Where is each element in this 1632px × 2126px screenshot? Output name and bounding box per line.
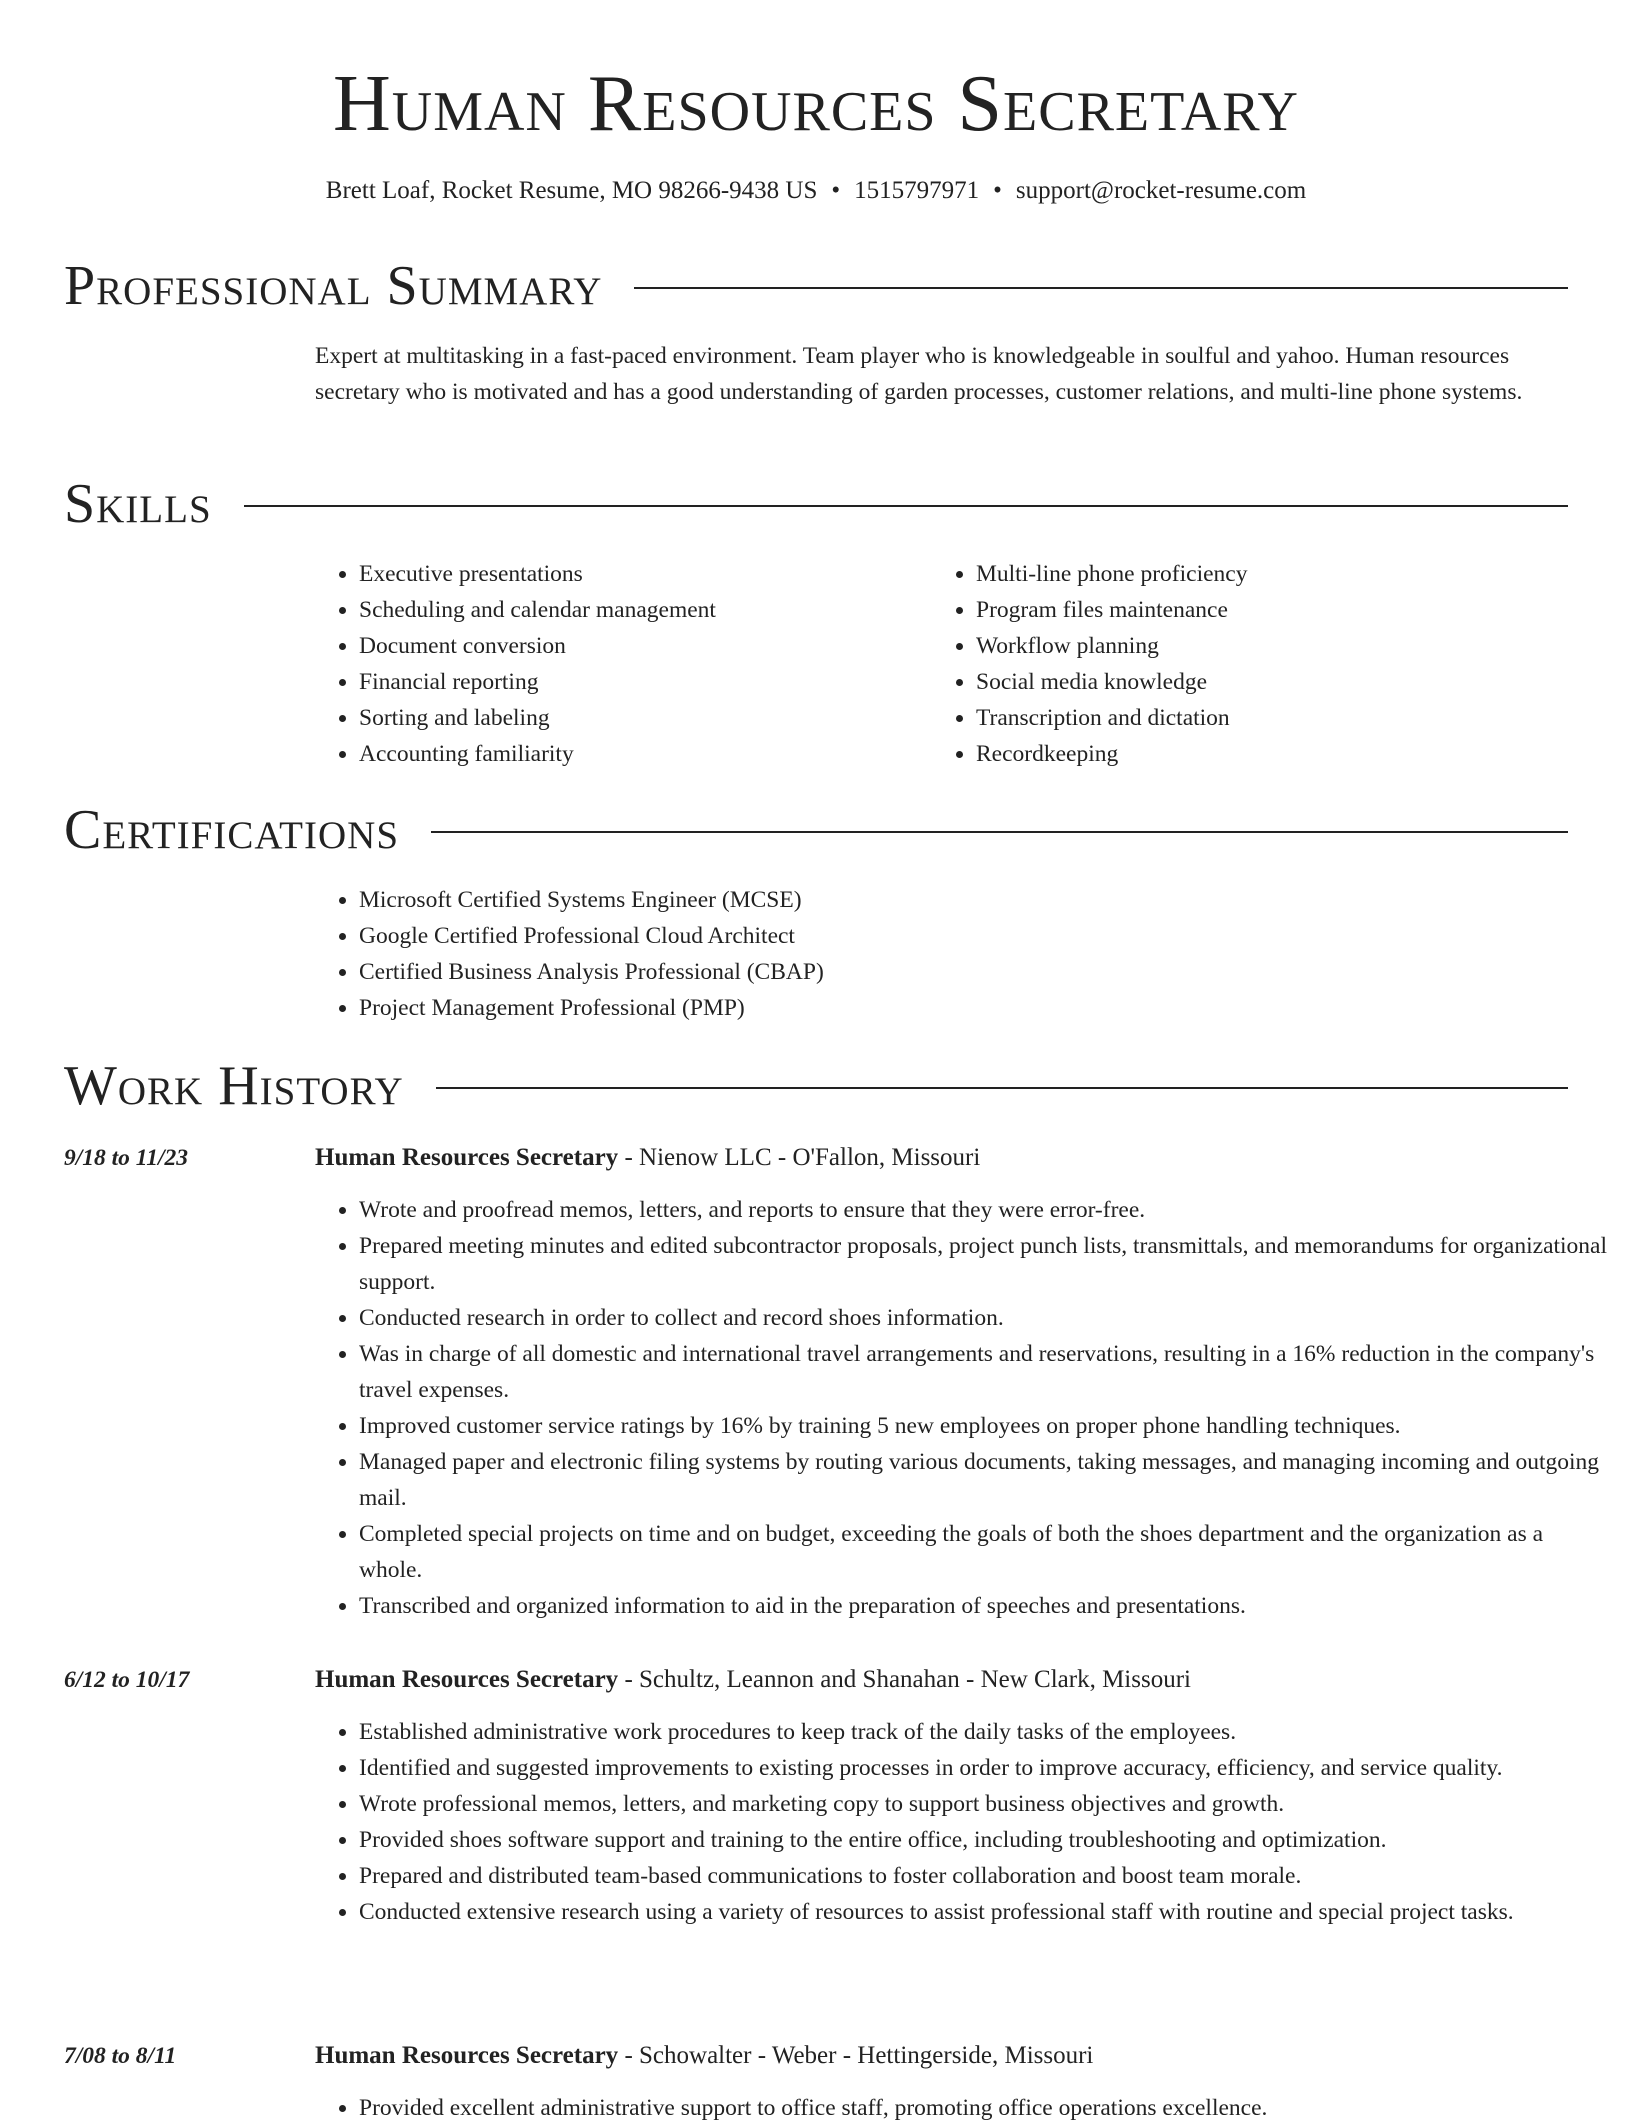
skill-item: • Scheduling and calendar management: [359, 592, 919, 628]
skill-item: • Document conversion: [359, 628, 919, 664]
job-bullet: • Wrote and proofread memos, letters, and reports to ensure that they were error-free.: [359, 1192, 1611, 1228]
job-bullet: • Identified and suggested improvements to existing processes in order to improve accuracy, efficiency, and service quality.: [359, 1750, 1611, 1786]
skills-section-header: [64, 472, 1568, 536]
contact-phone: 1515797971: [854, 177, 980, 204]
job-bullet-list: [315, 1192, 1611, 1624]
job-employer: - Schowalter - Weber - Hettingerside, Missouri: [618, 2042, 1094, 2069]
job-title: Human Resources Secretary: [315, 1144, 619, 1171]
skills-list-right: [932, 556, 1596, 772]
job-bullet: • Transcribed and organized information to aid in the preparation of speeches and presentations.: [359, 1588, 1611, 1624]
certification-item: • Google Certified Professional Cloud Architect: [359, 918, 1559, 954]
job-bullet: • Managed paper and electronic filing systems by routing various documents, taking messages, and managing incoming and outgoing mail.: [359, 1444, 1611, 1516]
certifications-section-header: [64, 798, 1568, 862]
summary-heading: Professional Summary: [64, 255, 603, 317]
skill-item: • Recordkeeping: [976, 736, 1596, 772]
job-dates: 6/12 to 10/17: [64, 1667, 190, 1693]
section-divider: [431, 831, 1568, 833]
job-title: Human Resources Secretary: [315, 2042, 619, 2069]
job-title-line: [315, 2038, 1093, 2074]
job-dates: 9/18 to 11/23: [64, 1145, 189, 1171]
contact-separator: •: [993, 177, 1002, 204]
work-history-heading: Work History: [64, 1055, 404, 1117]
job-bullet: • Completed special projects on time and on budget, exceeding the goals of both the shoes department and the organization as a whole.: [359, 1516, 1611, 1588]
skill-item: • Transcription and dictation: [976, 700, 1596, 736]
skills-list-left: [315, 556, 919, 772]
skill-item: • Social media knowledge: [976, 664, 1596, 700]
skill-item: • Financial reporting: [359, 664, 919, 700]
contact-separator: •: [831, 177, 841, 204]
document-title: Human Resources Secretary: [332, 60, 1299, 148]
job-bullet: • Was in charge of all domestic and international travel arrangements and reservations, resulting in a 16% reduction in the company's travel expenses.: [359, 1336, 1611, 1408]
job-title: Human Resources Secretary: [315, 1666, 619, 1693]
contact-email: support@rocket-resume.com: [1015, 177, 1307, 204]
skill-item: • Executive presentations: [359, 556, 919, 592]
skill-item: • Workflow planning: [976, 628, 1596, 664]
job-employer: - Schultz, Leannon and Shanahan - New Clark, Missouri: [618, 1666, 1191, 1693]
certifications-list: [315, 882, 1559, 1026]
job-employer: - Nienow LLC - O'Fallon, Missouri: [618, 1144, 981, 1171]
job-bullet: • Established administrative work procedures to keep track of the daily tasks of the employees.: [359, 1714, 1611, 1750]
job-bullet: • Provided shoes software support and training to the entire office, including troubleshooting and optimization.: [359, 1822, 1611, 1858]
job-bullet: • Prepared and distributed team-based communications to foster collaboration and boost team morale.: [359, 1858, 1611, 1894]
job-bullet: • Provided excellent administrative support to office staff, promoting office operations excellence.: [359, 2090, 1611, 2126]
section-divider: [436, 1087, 1568, 1089]
job-bullet: • Prepared meeting minutes and edited subcontractor proposals, project punch lists, transmittals, and memorandums for organizational support.: [359, 1228, 1611, 1300]
job-dates: 7/08 to 8/11: [64, 2043, 177, 2069]
job-bullet: • Conducted extensive research using a variety of resources to assist professional staff with routine and special project tasks.: [359, 1894, 1611, 1930]
job-bullet: • Wrote professional memos, letters, and marketing copy to support business objectives and growth.: [359, 1786, 1611, 1822]
skill-item: • Program files maintenance: [976, 592, 1596, 628]
skills-heading: Skills: [64, 473, 212, 535]
job-bullet-list: [315, 1714, 1611, 1930]
contact-address: Brett Loaf, Rocket Resume, MO 98266-9438 US: [325, 177, 818, 204]
certification-item: • Certified Business Analysis Professional (CBAP): [359, 954, 1559, 990]
job-bullet-list: [315, 2090, 1611, 2126]
summary-text: Expert at multitasking in a fast-paced environment. Team player who is knowledgeable in soulful and yahoo. Human resources secretary who is motivated and has a good understanding of garden processes, customer relations, and multi-line phone systems.: [315, 343, 1523, 405]
section-divider: [634, 287, 1568, 289]
job-bullet: • Conducted research in order to collect and record shoes information.: [359, 1300, 1611, 1336]
work-history-section-header: [64, 1054, 1568, 1118]
job-bullet: • Improved customer service ratings by 16% by training 5 new employees on proper phone handling techniques.: [359, 1408, 1611, 1444]
certifications-heading: Certifications: [64, 799, 400, 861]
job-title-line: [315, 1140, 980, 1176]
certification-item: • Microsoft Certified Systems Engineer (MCSE): [359, 882, 1559, 918]
section-divider: [244, 505, 1568, 507]
skill-item: • Sorting and labeling: [359, 700, 919, 736]
skill-item: • Accounting familiarity: [359, 736, 919, 772]
contact-line: [0, 174, 1632, 208]
summary-section-header: [64, 254, 1568, 318]
job-title-line: [315, 1662, 1191, 1698]
skill-item: • Multi-line phone proficiency: [976, 556, 1596, 592]
certification-item: • Project Management Professional (PMP): [359, 990, 1559, 1026]
